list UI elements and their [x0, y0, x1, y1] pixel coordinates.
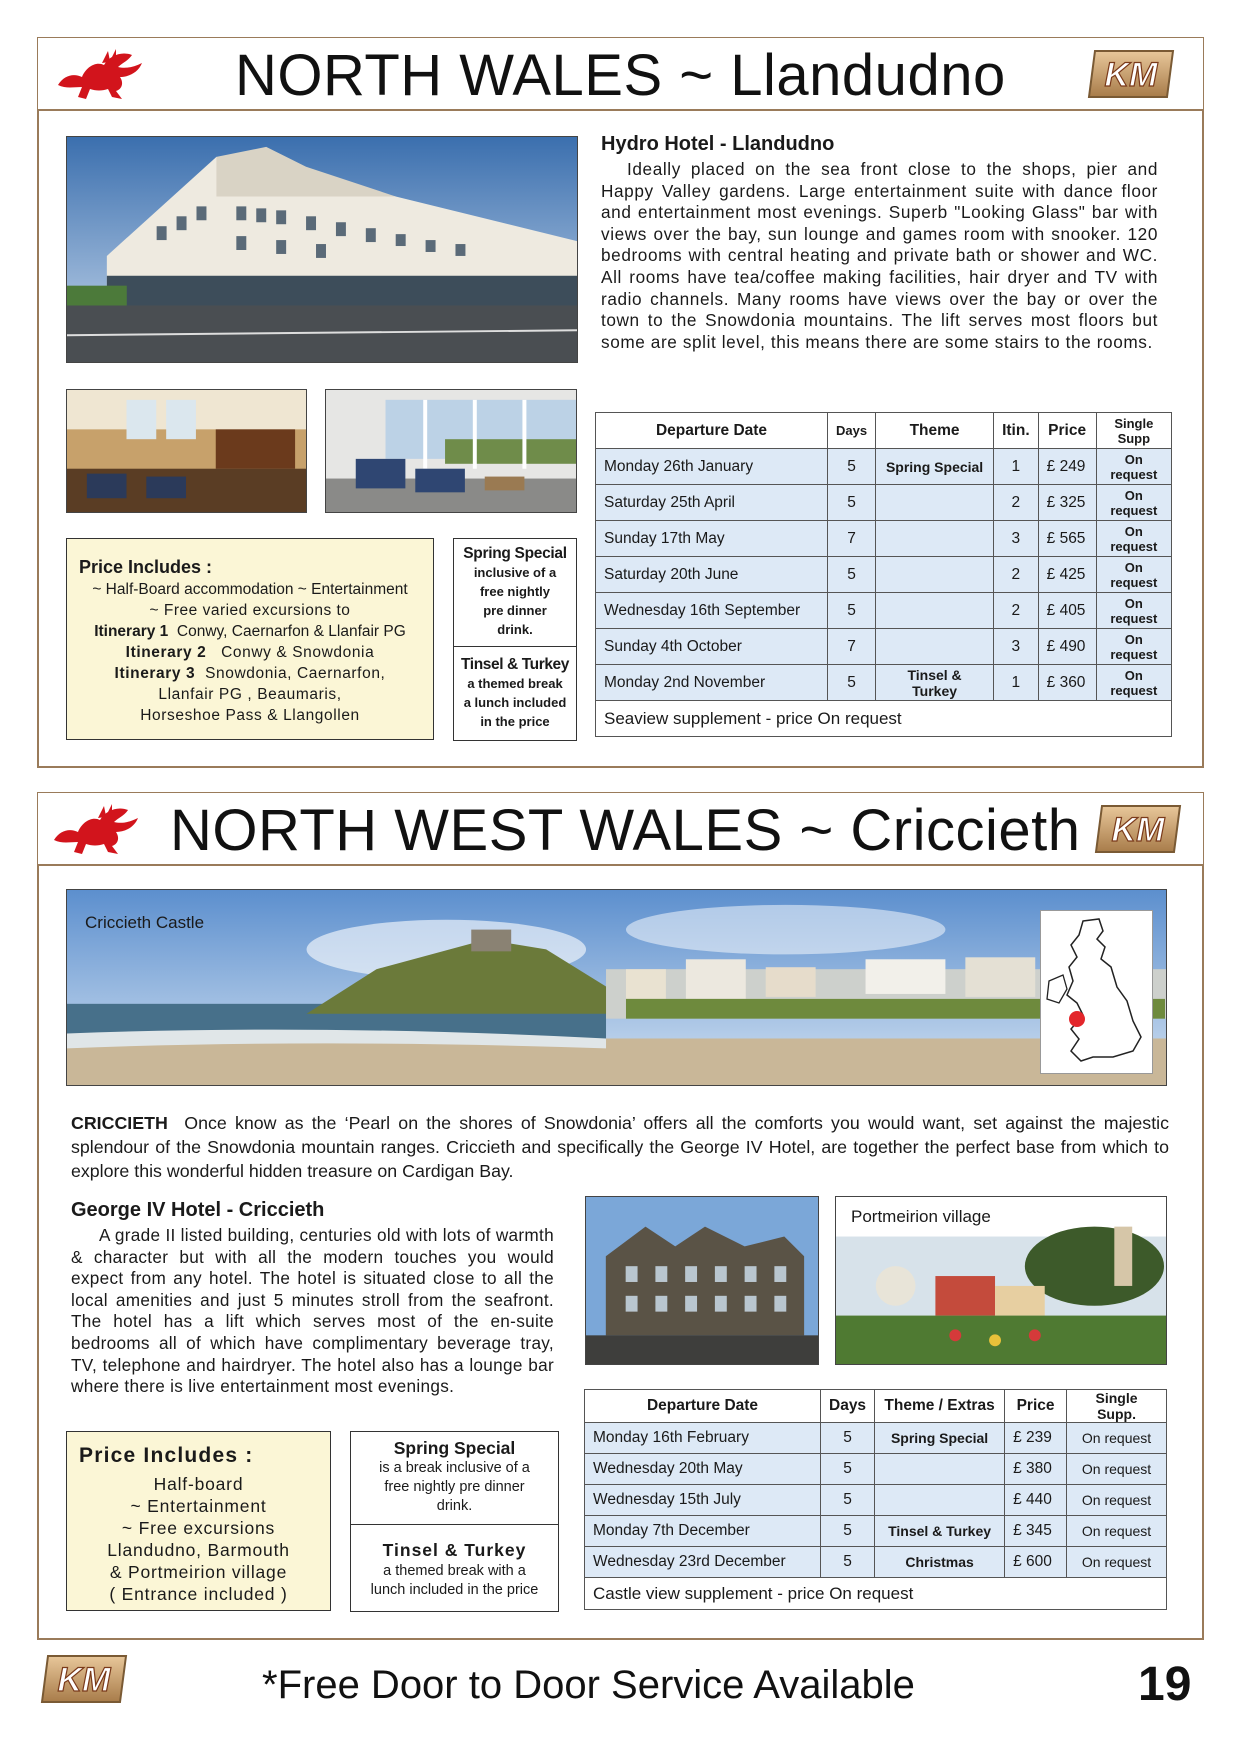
tinsel-turkey-text2: lunch included in the price	[370, 1582, 539, 1598]
theme	[876, 593, 994, 629]
col-theme: Theme	[876, 413, 994, 449]
table-row	[596, 485, 1172, 521]
george-hotel-description: A grade II listed building, centuries old with lots of warmth & character but with all the modern touches you would expect from any hotel. The hotel is situated close to all the local amenities and just 5 minutes stroll from the seafront. The hotel has a lift which serves most of the en-suite bedrooms all of which have complimentary beverage tray, TV, telephone and hairdryer. The hotel also has a lounge bar where there is live entertainment most evenings.	[71, 1225, 554, 1397]
itinerary-3-line3: Horseshoe Pass & Llangollen	[140, 707, 360, 724]
itinerary: 2	[994, 557, 1039, 593]
llandudno-departures-table	[595, 412, 1172, 737]
itinerary-3-label: Itinerary 3	[114, 665, 196, 682]
col-departure-date: Departure Date	[596, 413, 828, 449]
theme	[876, 521, 994, 557]
days: 5	[828, 665, 876, 701]
theme: Christmas	[875, 1547, 1005, 1578]
days: 5	[821, 1547, 875, 1578]
portmeirion-caption: Portmeirion village	[851, 1207, 991, 1226]
table-note-row	[596, 701, 1172, 737]
theme	[876, 485, 994, 521]
welsh-dragon-icon	[52, 45, 147, 103]
price-includes-l3: ~ Free excursions	[121, 1518, 276, 1538]
tinsel-turkey-text1: a themed break	[467, 676, 563, 691]
price: £ 345	[1005, 1516, 1067, 1547]
itinerary-1-line	[67, 623, 433, 641]
itinerary: 3	[994, 521, 1039, 557]
days: 5	[828, 557, 876, 593]
single-supp: On request	[1096, 629, 1171, 665]
price: £ 440	[1005, 1485, 1067, 1516]
itinerary: 1	[994, 665, 1039, 701]
itinerary: 2	[994, 485, 1039, 521]
price-includes-line2: ~ Free varied excursions to	[149, 602, 351, 619]
departure-date: Saturday 20th June	[596, 557, 828, 593]
price-includes-line1: ~ Half-Board accommodation ~ Entertainment	[92, 581, 408, 598]
table-row	[596, 593, 1172, 629]
llandudno-themes-box	[453, 538, 577, 741]
departure-date: Monday 16th February	[585, 1423, 821, 1454]
criccieth-panorama-photo	[66, 889, 1167, 1086]
price: £ 425	[1038, 557, 1096, 593]
itinerary-3-text: Snowdonia, Caernarfon,	[205, 665, 386, 682]
single-supp: On request	[1096, 449, 1171, 485]
tinsel-turkey-text3: in the price	[480, 714, 550, 729]
price: £ 239	[1005, 1423, 1067, 1454]
col-days: Days	[828, 413, 876, 449]
criccieth-intro	[71, 1111, 1169, 1183]
col-theme-extras: Theme / Extras	[875, 1390, 1005, 1423]
theme	[876, 557, 994, 593]
itinerary-2-text: Conwy & Snowdonia	[221, 644, 375, 661]
price-includes-l1: Half-board	[153, 1474, 244, 1494]
single-supp: On request	[1096, 593, 1171, 629]
single-supp: On request	[1096, 521, 1171, 557]
sun-lounge-photo	[325, 389, 577, 513]
george-hotel-title: George IV Hotel - Criccieth	[71, 1199, 325, 1221]
spring-special-title: Spring Special	[393, 1438, 516, 1458]
price-includes-l4: Llandudno, Barmouth	[107, 1540, 290, 1560]
tinsel-turkey-text2: a lunch included	[463, 695, 567, 710]
table-row	[585, 1485, 1167, 1516]
spring-special-text3: pre dinner	[483, 603, 547, 618]
price: £ 380	[1005, 1454, 1067, 1485]
george-hotel-photo	[585, 1196, 819, 1365]
seaview-supplement-note: Seaview supplement - price On request	[596, 701, 1172, 737]
criccieth-themes-box	[350, 1431, 559, 1612]
days: 5	[821, 1485, 875, 1516]
spring-special-text2: free nightly pre dinner	[384, 1479, 525, 1495]
km-logo-icon	[1085, 45, 1177, 103]
theme	[876, 629, 994, 665]
table-note-row	[585, 1578, 1167, 1610]
departure-date: Wednesday 16th September	[596, 593, 828, 629]
table-row	[596, 449, 1172, 485]
departure-date: Sunday 4th October	[596, 629, 828, 665]
price-includes-title: Price Includes :	[79, 1444, 254, 1467]
section-llandudno-title: NORTH WALES ~ Llandudno	[235, 43, 1006, 108]
col-price: Price	[1038, 413, 1096, 449]
spring-special-text2: free nightly	[479, 584, 551, 599]
hydro-bar-photo	[66, 389, 307, 513]
itinerary-1-text: Conwy, Caernarfon & Llanfair PG	[176, 623, 406, 640]
price-includes-title: Price Includes :	[79, 557, 213, 577]
welsh-dragon-icon	[48, 800, 143, 858]
itinerary: 3	[994, 629, 1039, 665]
price: £ 325	[1038, 485, 1096, 521]
days: 5	[828, 449, 876, 485]
price: £ 360	[1038, 665, 1096, 701]
uk-location-map	[1040, 910, 1153, 1074]
theme	[875, 1454, 1005, 1485]
departure-date: Wednesday 20th May	[585, 1454, 821, 1485]
single-supp: On request	[1096, 557, 1171, 593]
criccieth-intro-text: Once know as the ‘Pearl on the shores of Snowdonia’ offers all the comforts you would want, set against the majestic splendour of the Snowdonia mountain ranges. Criccieth and specifically the George IV Hotel, are together the perfect base from which to explore this wonderful hidden treasure on Cardigan Bay.	[71, 1113, 1169, 1181]
km-logo-icon	[38, 1650, 130, 1708]
col-single-supp: Single Supp	[1096, 413, 1171, 449]
days: 5	[828, 485, 876, 521]
departure-date: Monday 2nd November	[596, 665, 828, 701]
table-row	[585, 1423, 1167, 1454]
svg-text:KM: KM	[1104, 56, 1158, 94]
departure-date: Monday 7th December	[585, 1516, 821, 1547]
criccieth-intro-label: CRICCIETH	[71, 1113, 168, 1133]
col-departure-date: Departure Date	[585, 1390, 821, 1423]
col-itin: Itin.	[994, 413, 1039, 449]
svg-text:KM: KM	[57, 1661, 111, 1699]
tinsel-turkey-title: Tinsel & Turkey	[382, 1540, 527, 1560]
itinerary-2-line	[67, 644, 433, 662]
hydro-hotel-description: Ideally placed on the sea front close to the shops, pier and Happy Valley gardens. Large entertainment suite with dance floor and entertainment most evenings. Superb "Looking Glass" bar with views over the bay, sun lounge and games room with snooker. 120 bedrooms with central heating and private bath or shower and WC. All rooms have tea/coffee making facilities, hair dryer and TV with radio channels. Many rooms have views over the bay or over the town to the Snowdonia mountains. The lift serves most floors but some are split level, this means there are some stairs to the rooms.	[601, 159, 1158, 352]
price-includes-l5: & Portmeirion village	[109, 1562, 288, 1582]
tinsel-turkey-title: Tinsel & Turkey	[461, 656, 569, 673]
svg-text:KM: KM	[1111, 811, 1165, 849]
itinerary: 1	[994, 449, 1039, 485]
price: £ 565	[1038, 521, 1096, 557]
days: 5	[821, 1454, 875, 1485]
door-to-door-banner: *Free Door to Door Service Available	[262, 1663, 915, 1707]
criccieth-castle-caption: Criccieth Castle	[85, 913, 205, 932]
departure-date: Sunday 17th May	[596, 521, 828, 557]
spring-special-text1: is a break inclusive of a	[379, 1460, 530, 1476]
price-includes-l2: ~ Entertainment	[130, 1496, 267, 1516]
itinerary: 2	[994, 593, 1039, 629]
itinerary-2-label: Itinerary 2	[125, 644, 207, 661]
page-number: 19	[1138, 1658, 1192, 1711]
single-supp: On request	[1067, 1516, 1167, 1547]
spring-special-text1: inclusive of a	[473, 565, 557, 580]
hydro-hotel-photo	[66, 136, 578, 363]
days: 5	[821, 1423, 875, 1454]
table-row	[596, 629, 1172, 665]
col-price: Price	[1005, 1390, 1067, 1423]
departure-date: Monday 26th January	[596, 449, 828, 485]
table-row	[585, 1547, 1167, 1578]
table-row	[596, 557, 1172, 593]
days: 7	[828, 629, 876, 665]
single-supp: On request	[1067, 1423, 1167, 1454]
single-supp: On request	[1067, 1485, 1167, 1516]
section-criccieth-title: NORTH WEST WALES ~ Criccieth	[170, 798, 1081, 863]
table-row	[596, 521, 1172, 557]
price: £ 249	[1038, 449, 1096, 485]
price: £ 405	[1038, 593, 1096, 629]
theme: Spring Special	[875, 1423, 1005, 1454]
single-supp: On request	[1096, 485, 1171, 521]
spring-special-text4: drink.	[497, 622, 533, 637]
theme: Tinsel & Turkey	[875, 1516, 1005, 1547]
days: 5	[828, 593, 876, 629]
criccieth-price-includes	[66, 1431, 331, 1611]
spring-special-title: Spring Special	[463, 545, 567, 562]
llandudno-price-includes	[66, 538, 434, 740]
price-includes-l6: ( Entrance included )	[109, 1584, 288, 1604]
theme: Spring Special	[876, 449, 994, 485]
itinerary-3-line2: Llanfair PG , Beaumaris,	[158, 686, 342, 703]
price: £ 490	[1038, 629, 1096, 665]
themes-divider	[454, 646, 576, 647]
itinerary-1-label: Itinerary 1	[94, 623, 169, 640]
table-row	[596, 665, 1172, 701]
theme: Tinsel & Turkey	[876, 665, 994, 701]
col-days: Days	[821, 1390, 875, 1423]
table-row	[585, 1454, 1167, 1485]
price: £ 600	[1005, 1547, 1067, 1578]
criccieth-departures-table	[584, 1389, 1167, 1610]
single-supp: On request	[1067, 1454, 1167, 1485]
itinerary-3-line	[67, 665, 433, 683]
theme	[875, 1485, 1005, 1516]
themes-divider	[351, 1524, 558, 1525]
days: 7	[828, 521, 876, 557]
days: 5	[821, 1516, 875, 1547]
departure-date: Wednesday 23rd December	[585, 1547, 821, 1578]
single-supp: On request	[1096, 665, 1171, 701]
departure-date: Saturday 25th April	[596, 485, 828, 521]
km-logo-icon	[1092, 800, 1184, 858]
hydro-hotel-title: Hydro Hotel - Llandudno	[601, 133, 835, 155]
single-supp: On request	[1067, 1547, 1167, 1578]
table-row	[585, 1516, 1167, 1547]
spring-special-text3: drink.	[436, 1498, 473, 1514]
castle-view-supplement-note: Castle view supplement - price On request	[585, 1578, 1167, 1610]
tinsel-turkey-text1: a themed break with a	[383, 1563, 526, 1579]
departure-date: Wednesday 15th July	[585, 1485, 821, 1516]
col-single-supp: Single Supp.	[1067, 1390, 1167, 1423]
